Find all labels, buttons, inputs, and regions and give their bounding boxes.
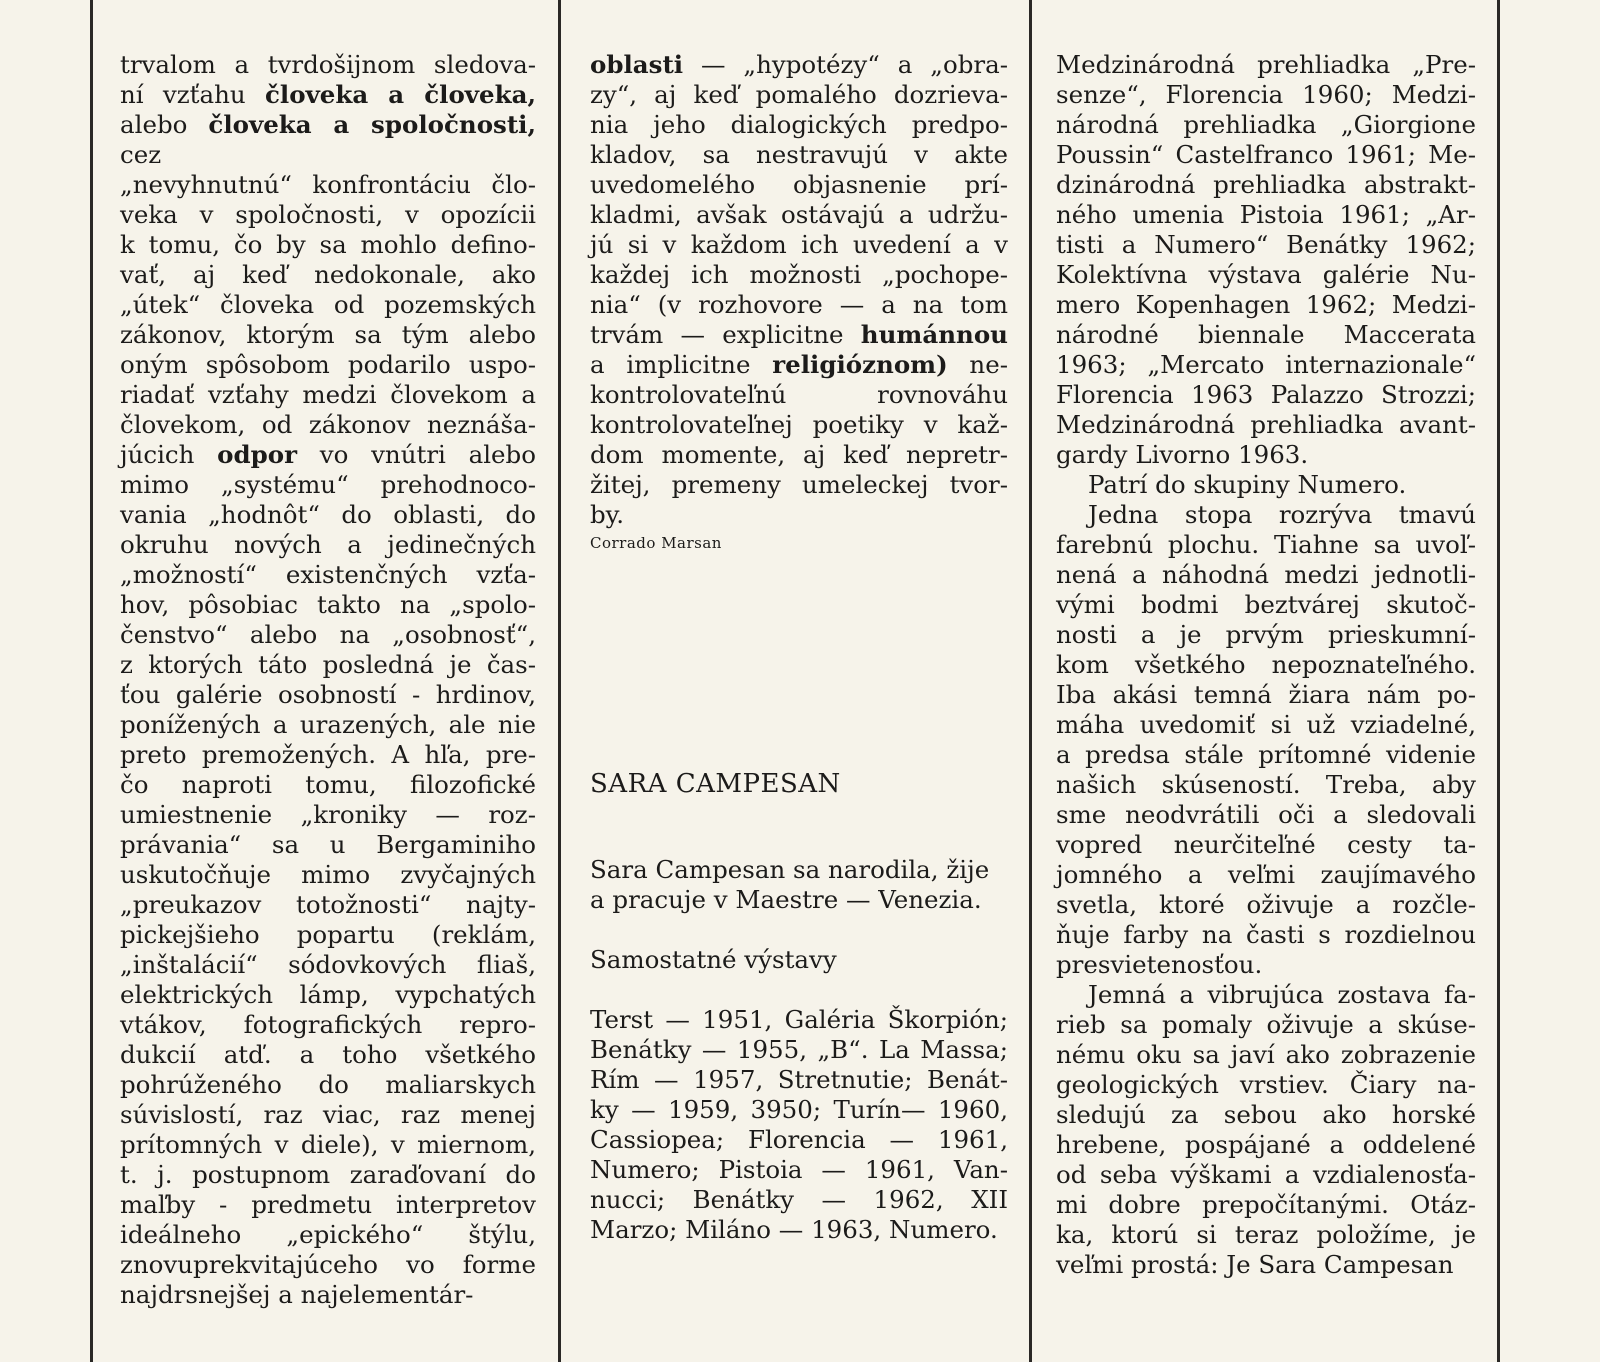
text-line: hov, pôsobiac takto na „spolo- bbox=[120, 590, 536, 619]
text-line: trvám — explicitne humánnou bbox=[590, 320, 1008, 349]
text-line: trvalom a tvrdošijnom sledova- bbox=[120, 50, 536, 79]
text-line: ťou galérie osobností - hrdinov, bbox=[120, 680, 536, 709]
text-line: súvislostí, raz viac, raz menej bbox=[120, 1100, 536, 1129]
text-line: „preukazov totožnosti“ najty- bbox=[120, 890, 536, 919]
text-line: kontrolovateľnú rovnováhu bbox=[590, 380, 1008, 409]
text-line: kom všetkého nepoznateľného. bbox=[1056, 650, 1476, 679]
text-line: jú si v každom ich uvedení a v bbox=[590, 230, 1008, 259]
text-line: mimo „systému“ prehodnoco- bbox=[120, 470, 536, 499]
text-line: 1963; „Mercato internazionale“ bbox=[1056, 350, 1476, 379]
text-line: vými bodmi beztvárej skutoč- bbox=[1056, 590, 1476, 619]
text-line: z ktorých táto posledná je čas- bbox=[120, 650, 536, 679]
text-line: jomného a veľmi zaujímavého bbox=[1056, 860, 1476, 889]
text-line: t. j. postupnom zaraďovaní do bbox=[120, 1160, 536, 1189]
text-line: národná prehliadka „Giorgione bbox=[1056, 110, 1476, 139]
text-line: Iba akási temná žiara nám po- bbox=[1056, 680, 1476, 709]
text-line: ideálneho „epického“ štýlu, bbox=[120, 1220, 536, 1249]
text-line: našich skúseností. Treba, aby bbox=[1056, 770, 1476, 799]
text-line: pickejšieho popartu (reklám, bbox=[120, 920, 536, 949]
text-line: dukcií atď. a toho všetkého bbox=[120, 1040, 536, 1069]
text-line: Medzinárodná prehliadka avant- bbox=[1056, 410, 1476, 439]
text-line: preto premožených. A hľa, pre- bbox=[120, 740, 536, 769]
group-exhibitions-paragraph bbox=[1056, 50, 1476, 470]
text-line: Terst — 1951, Galéria Škorpión; bbox=[590, 1005, 1008, 1034]
artwork-description-paragraph bbox=[1056, 500, 1476, 980]
text-line: čenstvo“ alebo na „osobnosť“, bbox=[120, 620, 536, 649]
text-line: a implicitne religióznom) ne- bbox=[590, 350, 1008, 379]
text-line: ky — 1959, 3950; Turín— 1960, bbox=[590, 1095, 1008, 1124]
text-line: hrebene, pospájané a oddelené bbox=[1056, 1130, 1476, 1159]
column-2-text bbox=[590, 50, 1008, 530]
text-line: okruhu nových a jedinečných bbox=[120, 530, 536, 559]
text-line: dom momente, aj keď nepretr- bbox=[590, 440, 1008, 469]
text-line: júcich odpor vo vnútri alebo bbox=[120, 440, 536, 469]
text-line: „nevyhnutnú“ konfrontáciu člo- bbox=[120, 170, 536, 199]
text-line: vania „hodnôt“ do oblasti, do bbox=[120, 500, 536, 529]
text-line: senze“, Florencia 1960; Medzi- bbox=[1056, 80, 1476, 109]
text-line: „možností“ existenčných vzťa- bbox=[120, 560, 536, 589]
text-line: nia jeho dialogických predpo- bbox=[590, 110, 1008, 139]
column-1 bbox=[120, 50, 536, 1310]
text-line: mero Kopenhagen 1962; Medzi- bbox=[1056, 290, 1476, 319]
text-line: od seba výškami a vzdialenosťa- bbox=[1056, 1160, 1476, 1189]
text-line: alebo človeka a spoločnosti, cez bbox=[120, 110, 536, 169]
text-line: uskutočňuje mimo zvyčajných bbox=[120, 860, 536, 889]
text-line: Poussin“ Castelfranco 1961; Me- bbox=[1056, 140, 1476, 169]
text-line: mi dobre prepočítanými. Otáz- bbox=[1056, 1190, 1476, 1219]
text-line: umiestnenie „kroniky — roz- bbox=[120, 800, 536, 829]
text-line: Cassiopea; Florencia — 1961, bbox=[590, 1125, 1008, 1154]
text-line: ného umenia Pistoia 1961; „Ar- bbox=[1056, 200, 1476, 229]
text-line: geologických vrstiev. Čiary na- bbox=[1056, 1070, 1476, 1099]
text-line: ní vzťahu človeka a človeka, bbox=[120, 80, 536, 109]
text-line: Rím — 1957, Stretnutie; Benát- bbox=[590, 1065, 1008, 1094]
text-line: Patrí do skupiny Numero. bbox=[1088, 470, 1407, 499]
text-line: ňuje farby na časti s rozdielnou bbox=[1056, 920, 1476, 949]
text-line: Florencia 1963 Palazzo Strozzi; bbox=[1056, 380, 1476, 409]
text-line: kontrolovateľnej poetiky v kaž- bbox=[590, 410, 1008, 439]
text-line: dzinárodná prehliadka abstrakt- bbox=[1056, 170, 1476, 199]
text-line: najdrsnejšej a najelementár- bbox=[120, 1280, 474, 1309]
artwork-analysis-paragraph bbox=[1056, 980, 1476, 1280]
text-line: rieb sa pomaly oživuje a skúse- bbox=[1056, 1010, 1476, 1039]
text-line: elektrických lámp, vypchatých bbox=[120, 980, 536, 1009]
text-line: „útek“ človeka od pozemských bbox=[120, 290, 536, 319]
column-rule-right bbox=[1029, 0, 1032, 1362]
text-line: „inštalácií“ sódovkových fliaš, bbox=[120, 950, 536, 979]
column-2 bbox=[590, 50, 1008, 1245]
text-line: sme neodvrátili oči a sledovali bbox=[1056, 800, 1476, 829]
text-line: znovuprekvitajúceho vo forme bbox=[120, 1250, 536, 1279]
text-line: ka, ktorú si teraz položíme, je bbox=[1056, 1220, 1476, 1249]
text-line: zy“, aj keď pomalého dozrieva- bbox=[590, 80, 1008, 109]
text-line: nia“ (v rozhovore — a na tom bbox=[590, 290, 1008, 319]
group-membership-paragraph bbox=[1056, 470, 1476, 500]
text-line: ponížených a urazených, ale nie bbox=[120, 710, 536, 739]
text-line: zákonov, ktorým sa tým alebo bbox=[120, 320, 536, 349]
text-line: oblasti — „hypotézy“ a „obra- bbox=[590, 50, 1008, 79]
column-rule-middle bbox=[558, 0, 561, 1362]
text-line: každej ich možnosti „pochope- bbox=[590, 260, 1008, 289]
text-line: Jedna stopa rozrýva tmavú bbox=[1088, 500, 1476, 529]
text-line: nená a náhodná medzi jednotli- bbox=[1056, 560, 1476, 589]
column-1-text bbox=[120, 50, 536, 1310]
text-line: žitej, premeny umeleckej tvor- bbox=[590, 470, 1008, 499]
text-line: presvietenosťou. bbox=[1056, 950, 1263, 979]
text-line: Jemná a vibrujúca zostava fa- bbox=[1088, 980, 1476, 1009]
text-line: veľmi prostá: Je Sara Campesan bbox=[1056, 1250, 1454, 1279]
text-line: kladmi, avšak ostávajú a udržu- bbox=[590, 200, 1008, 229]
text-line: nosti a je prvým prieskumní- bbox=[1056, 620, 1476, 649]
text-line: oným spôsobom podarilo uspo- bbox=[120, 350, 536, 379]
text-line: maľby - predmetu interpretov bbox=[120, 1190, 536, 1219]
text-line: vtákov, fotografických repro- bbox=[120, 1010, 536, 1039]
artist-heading: SARA CAMPESAN bbox=[590, 769, 841, 799]
text-line: vopred neurčiteľné cesty ta- bbox=[1056, 830, 1476, 859]
text-line: pohrúženého do maliarskych bbox=[120, 1070, 536, 1099]
column-rule-left bbox=[90, 0, 93, 1362]
text-line: svetla, ktoré oživuje a rozčle- bbox=[1056, 890, 1476, 919]
text-line: národné biennale Maccerata bbox=[1056, 320, 1476, 349]
text-line: máha uvedomiť si už vziadelné, bbox=[1056, 710, 1476, 739]
exhibitions-heading: Samostatné výstavy bbox=[590, 945, 837, 974]
author-signature: Corrado Marsan bbox=[590, 534, 722, 552]
text-line: a predsa stále prítomné videnie bbox=[1056, 740, 1476, 769]
text-line: riadať vzťahy medzi človekom a bbox=[120, 380, 536, 409]
text-line: Benátky — 1955, „B“. La Massa; bbox=[590, 1035, 1008, 1064]
text-line: Marzo; Miláno — 1963, Numero. bbox=[590, 1215, 998, 1244]
text-line: človekom, od zákonov neznáša- bbox=[120, 410, 536, 439]
text-line: gardy Livorno 1963. bbox=[1056, 440, 1309, 469]
text-line: Sara Campesan sa narodila, žije bbox=[590, 855, 990, 884]
column-3 bbox=[1056, 50, 1476, 1280]
text-line: nému oku sa javí ako zobrazenie bbox=[1056, 1040, 1476, 1069]
text-line: k tomu, čo by sa mohlo defino- bbox=[120, 230, 536, 259]
column-rule-far-right bbox=[1497, 0, 1500, 1362]
text-line: uvedomelého objasnenie prí- bbox=[590, 170, 1008, 199]
text-line: Medzinárodná prehliadka „Pre- bbox=[1056, 50, 1476, 79]
text-line: a pracuje v Maestre — Venezia. bbox=[590, 885, 982, 914]
text-line: právania“ sa u Bergaminiho bbox=[120, 830, 536, 859]
text-line: veka v spoločnosti, v opozícii bbox=[120, 200, 536, 229]
text-line: tisti a Numero“ Benátky 1962; bbox=[1056, 230, 1476, 259]
text-line: Numero; Pistoia — 1961, Van- bbox=[590, 1155, 1008, 1184]
text-line: vať, aj keď nedokonale, ako bbox=[120, 260, 536, 289]
text-line: nucci; Benátky — 1962, XII bbox=[590, 1185, 1008, 1214]
text-line: farebnú plochu. Tiahne sa uvoľ- bbox=[1056, 530, 1476, 559]
artist-bio bbox=[590, 855, 1008, 915]
text-line: kladov, sa nestravujú v akte bbox=[590, 140, 1008, 169]
exhibitions-list bbox=[590, 1005, 1008, 1245]
text-line: sledujú za sebou ako horské bbox=[1056, 1100, 1476, 1129]
text-line: by. bbox=[590, 500, 625, 529]
text-line: čo naproti tomu, filozofické bbox=[120, 770, 536, 799]
text-line: Kolektívna výstava galérie Nu- bbox=[1056, 260, 1476, 289]
text-line: prítomných v diele), v miernom, bbox=[120, 1130, 536, 1159]
